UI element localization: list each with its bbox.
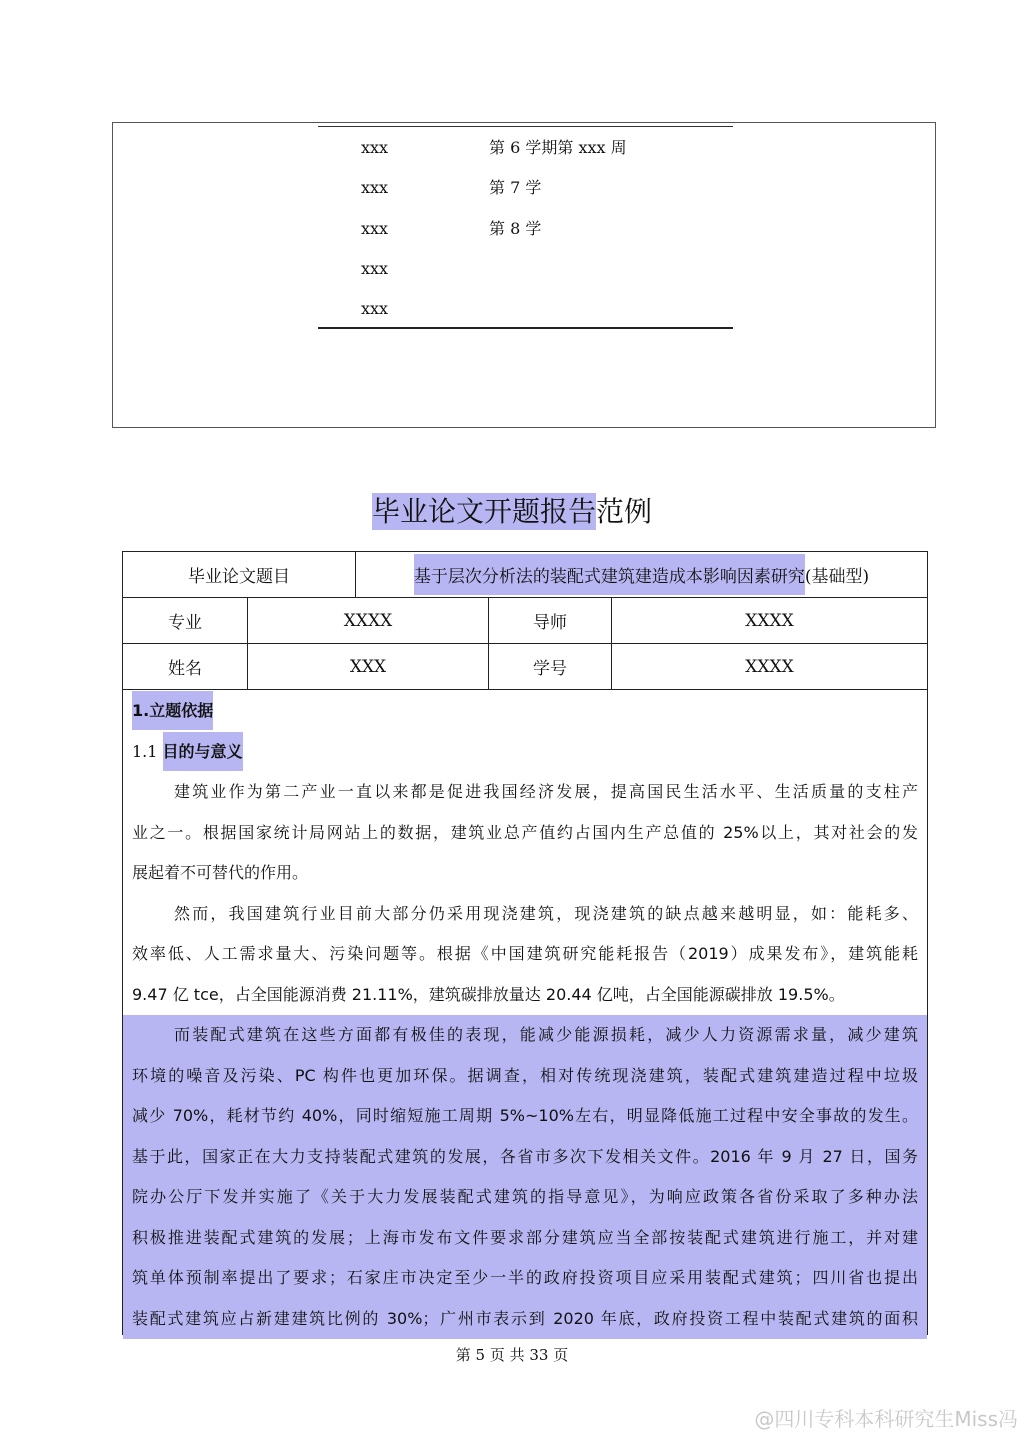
topic-value-highlighted: 基于层次分析法的装配式建筑建造成本影响因素研究 — [414, 554, 805, 595]
major-value: XXXX — [343, 610, 393, 631]
schedule-name: xxx — [361, 299, 389, 318]
schedule-box — [112, 122, 936, 428]
schedule-name: xxx — [361, 219, 389, 238]
paragraph-1: 建筑业作为第二产业一直以来都是促进我国经济发展，提高国民生活水平、生活质量的支柱产 业之一。根据国家统计局网站上的数据，建筑业总产值约占国内生产总值的 25%以上，其对社会的发 展起着不可替代的作用。 — [132, 782, 918, 882]
schedule-time: 第 8 学 — [489, 219, 542, 238]
schedule-top-rule — [318, 126, 733, 127]
schedule-row — [361, 133, 627, 163]
student-id-label: 学号 — [533, 659, 567, 679]
paragraph-3: 而装配式建筑在这些方面都有极佳的表现，能减少能源损耗，减少人力资源需求量，减少建筑 环境的噪音及污染、PC 构件也更加环保。据调查，相对传统现浇建筑，装配式建筑建造过程中垃圾 减少 70%，耗材节约 40%，同时缩短施工周期 5%~10%左右，明显降低施工过程中安全事故的发生。 基于此，国家正在大力支持装配式建筑的发展，各省市多次下发相关文件。2016 年 9 月 27 日，国务 院办公厅下发并实施了《关于大力发展装配式建筑的指导意见》，为响应政策各省份采取了多种办法 积极推进装配式建筑的发展；上海市发布文件要求部分建筑应当全部按装配式建筑进行施工，并对建 筑单体预制率提出了要求；石家庄市决定至少一半的政府投资项目应采用装配式建筑；四川省也提出 装配式建筑应占新建建筑比例的 30%；广州市表示到 2020 年底，政府投资工程中装配式建筑的面积 — [123, 1015, 927, 1339]
schedule-bottom-rule — [318, 327, 733, 329]
report-table — [122, 551, 928, 1335]
student-id-value: XXXX — [745, 656, 794, 677]
name-label: 姓名 — [168, 659, 202, 679]
topic-label: 毕业论文题目 — [188, 567, 290, 587]
title-rest: 范例 — [596, 495, 653, 528]
subsection-number: 1.1 — [132, 741, 158, 761]
schedule-name: xxx — [361, 178, 389, 197]
schedule-time: 第 7 学 — [489, 178, 542, 197]
title-highlighted: 毕业论文开题报告 — [371, 495, 596, 528]
body-text — [132, 691, 918, 1339]
section-heading: 1.立题依据 — [132, 691, 918, 732]
advisor-label: 导师 — [533, 613, 567, 633]
schedule-name: xxx — [361, 259, 389, 278]
schedule-row — [361, 173, 541, 203]
schedule-time: 第 6 学期第 xxx 周 — [489, 138, 627, 157]
advisor-value: XXXX — [745, 610, 794, 631]
schedule-name: xxx — [361, 138, 389, 157]
schedule-row — [361, 214, 541, 244]
page-footer: 第 5 页 共 33 页 — [455, 1346, 569, 1364]
major-label: 专业 — [168, 613, 202, 633]
schedule-row — [361, 254, 489, 284]
schedule-row — [361, 294, 489, 324]
topic-value-suffix: (基础型) — [804, 567, 870, 587]
subsection-heading — [132, 732, 918, 773]
topic-value — [356, 552, 927, 597]
subsection-title: 目的与意义 — [163, 732, 243, 771]
watermark: @四川专科本科研究生Miss冯 — [754, 1407, 1018, 1431]
name-value: XXX — [349, 656, 387, 677]
paragraph-2: 然而，我国建筑行业目前大部分仍采用现浇建筑，现浇建筑的缺点越来越明显，如：能耗多、 效率低、人工需求量大、污染问题等。根据《中国建筑研究能耗报告（2019）成果发布》，建筑能耗 9.47 亿 tce，占全国能源消费 21.11%，建筑碳排放量达 20.44 亿吨，占全国能源碳排放 19.5%。 — [132, 903, 918, 1004]
page-title — [0, 490, 1024, 534]
